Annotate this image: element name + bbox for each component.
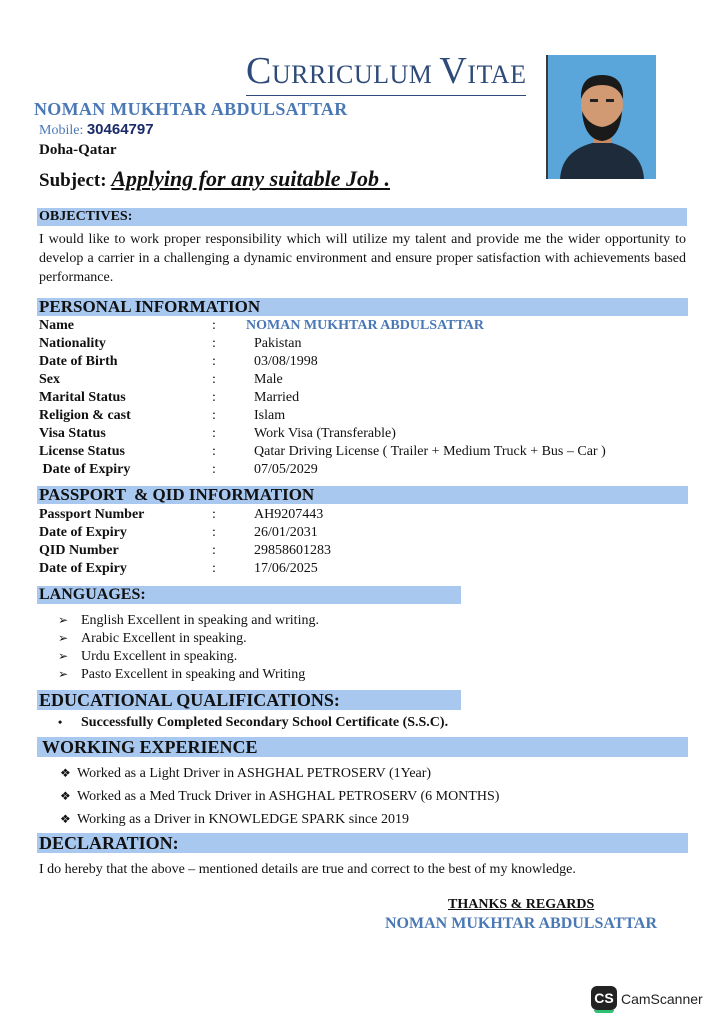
language-item: ➢ Urdu Excellent in speaking. (58, 649, 238, 664)
mobile-line (39, 121, 154, 139)
languages-section-bar (37, 586, 461, 604)
mobile-number: 30464797 (86, 121, 154, 138)
info-row-visa: Visa Status : Work Visa (Transferable) (39, 426, 396, 441)
mobile-label: Mobile: (39, 123, 87, 138)
subject-line (39, 166, 390, 192)
info-row-dob: Date of Birth : 03/08/1998 (39, 354, 318, 369)
declaration-section-bar (37, 833, 688, 853)
section-heading-declaration: DECLARATION: (39, 833, 179, 853)
passport-section-bar (37, 486, 688, 504)
arrow-bullet-icon: ➢ (58, 667, 69, 681)
experience-item: ❖ Worked as a Med Truck Driver in ASHGHAL PETROSERV (6 MONTHS) (60, 789, 500, 804)
language-item: ➢ Arabic Excellent in speaking. (58, 631, 247, 646)
education-section-bar (37, 690, 461, 710)
info-row-passport-number: Passport Number : AH9207443 (39, 507, 324, 522)
section-heading-education: EDUCATIONAL QUALIFICATIONS: (39, 690, 340, 710)
subject-label: Subject: (39, 170, 112, 191)
section-heading-passport: PASSPORT & QID INFORMATION (39, 485, 315, 504)
city: Doha-Qatar (39, 142, 117, 158)
experience-item: ❖ Working as a Driver in KNOWLEDGE SPARK since 2019 (60, 812, 409, 827)
bullet-icon: • (58, 715, 63, 729)
arrow-bullet-icon: ➢ (58, 631, 69, 645)
arrow-bullet-icon: ➢ (58, 649, 69, 663)
section-heading-experience: WORKING EXPERIENCE (42, 737, 258, 757)
education-item: • Successfully Completed Secondary School Certificate (S.S.C). (58, 715, 449, 730)
objectives-text: I would like to work proper responsibility which will utilize my talent and provide me the wider opportunity to develop a carrier in a challenging a dynamic environment and ensure proper satisfaction with achievements based performance. (39, 232, 686, 285)
signature-name: NOMAN MUKHTAR ABDULSATTAR (385, 915, 658, 932)
section-heading-personal: PERSONAL INFORMATION (39, 297, 261, 316)
info-row-religion: Religion & cast : Islam (39, 408, 286, 423)
arrow-bullet-icon: ➢ (58, 613, 69, 627)
info-row-qid-expiry: Date of Expiry : 17/06/2025 (39, 561, 318, 576)
objectives-section-bar (37, 208, 687, 226)
experience-item: ❖ Worked as a Light Driver in ASHGHAL PETROSERV (1Year) (60, 766, 432, 781)
section-heading-languages: LANGUAGES: (39, 586, 146, 603)
section-heading-objectives: OBJECTIVES: (39, 209, 133, 224)
language-item: ➢ Pasto Excellent in speaking and Writing (58, 667, 306, 682)
diamond-bullet-icon: ❖ (60, 766, 71, 780)
regards-text: THANKS & REGARDS (448, 897, 595, 912)
info-row-passport-expiry: Date of Expiry : 26/01/2031 (39, 525, 318, 540)
info-row-license: License Status : Qatar Driving License ( Trailer + Medium Truck + Bus – Car ) (39, 444, 606, 459)
diamond-bullet-icon: ❖ (60, 812, 71, 826)
info-row-license-expiry: Date of Expiry : 07/05/2029 (39, 462, 318, 477)
candidate-name: NOMAN MUKHTAR ABDULSATTAR (34, 99, 348, 119)
info-row-nationality: Nationality : Pakistan (39, 336, 302, 351)
info-row-sex: Sex : Male (39, 372, 283, 387)
declaration-text: I do hereby that the above – mentioned details are true and correct to the best of my knowledge. (39, 862, 576, 877)
experience-section-bar (37, 737, 688, 757)
info-row-name: Name : NOMAN MUKHTAR ABDULSATTAR (39, 318, 485, 333)
person-portrait-icon (548, 55, 656, 179)
info-row-marital: Marital Status : Married (39, 390, 300, 405)
language-item: ➢ English Excellent in speaking and writing. (58, 613, 319, 628)
subject-text: Applying for any suitable Job . (111, 166, 390, 191)
profile-photo (546, 55, 656, 179)
info-row-qid-number: QID Number : 29858601283 (39, 543, 331, 558)
document-title: CURRICULUM VITAE (246, 52, 526, 96)
camscanner-logo-icon: CS (591, 986, 617, 1010)
diamond-bullet-icon: ❖ (60, 789, 71, 803)
camscanner-label: CamScanner (621, 991, 703, 1007)
personal-section-bar (37, 298, 688, 316)
